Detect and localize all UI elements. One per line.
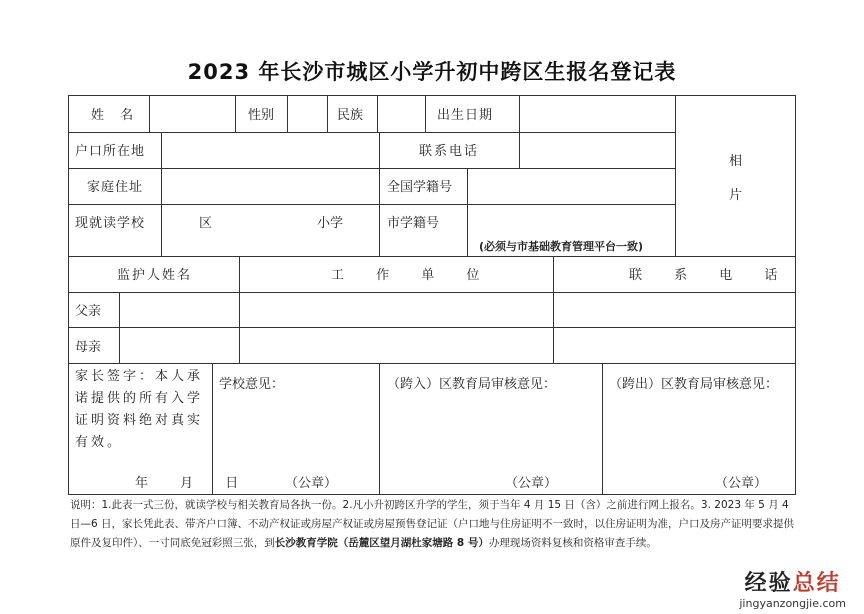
father-work-field[interactable] xyxy=(240,293,552,326)
in-district-seal: （公章） xyxy=(505,476,558,491)
registration-form-table xyxy=(68,95,796,495)
out-district-opinion-label: （跨出）区教育局审核意见： xyxy=(609,377,779,392)
gender-label: 性别 xyxy=(248,108,275,123)
address-label: 家庭住址 xyxy=(87,180,144,195)
city-id-label: 市学籍号 xyxy=(387,216,440,231)
birth-date-label: 出生日期 xyxy=(437,108,494,123)
mother-label: 母亲 xyxy=(75,340,102,355)
district-label: 区 xyxy=(199,216,213,231)
birth-date-field[interactable] xyxy=(520,97,674,131)
in-district-opinion-label: （跨入）区教育局审核意见： xyxy=(387,377,557,392)
national-id-label: 全国学籍号 xyxy=(387,180,453,195)
ethnicity-field[interactable] xyxy=(378,97,424,131)
mother-work-field[interactable] xyxy=(240,328,552,362)
national-id-field[interactable] xyxy=(468,169,674,203)
father-phone-field[interactable] xyxy=(554,293,794,326)
father-name-field[interactable] xyxy=(120,293,238,326)
watermark-text-red: 总结 xyxy=(792,571,841,596)
out-district-seal: （公章） xyxy=(715,476,768,491)
notes-text-1: 说明：1.此表一式三份，就读学校与相关教育局各执一份。2.凡小升初跨区升学的学生，须于当年 4 月 15 日（含）之前进行网上报名。3. 2023 年 5 月 4 日—6 日，家长凭此表、带齐户口簿、不动产权证或房屋产权证或房屋预售登记证（户口地与住房证明不一致时，以住房证明为准，户口及房产证明要求提供原件及复印件）、一寸同底免冠彩照三张，到 xyxy=(70,499,795,549)
current-school-label: 现就读学校 xyxy=(75,216,146,231)
school-seal: （公章） xyxy=(285,476,338,491)
photo-label-2: 片 xyxy=(729,188,743,203)
photo-box[interactable] xyxy=(676,97,794,255)
parent-signature-statement: 家长签字：本人承诺提供的所有入学证明资料绝对真实有效。 xyxy=(75,369,204,450)
notes-location: 长沙教育学院（岳麓区望月湖杜家塘路 8 号） xyxy=(274,537,489,549)
work-unit-header: 工 作 单 位 xyxy=(331,268,494,283)
name-label: 姓 名 xyxy=(91,108,140,123)
notes-text-2: 办理现场资料复核和资格审查手续。 xyxy=(488,537,657,549)
mother-name-field[interactable] xyxy=(120,328,238,362)
phone-field[interactable] xyxy=(520,133,674,167)
phone-label: 联系电话 xyxy=(419,144,480,159)
school-opinion-label: 学校意见： xyxy=(219,377,285,392)
photo-label-1: 相 xyxy=(729,154,743,169)
name-field[interactable] xyxy=(150,97,234,131)
watermark-text-black: 经验 xyxy=(744,571,793,596)
mother-phone-field[interactable] xyxy=(554,328,794,362)
parent-signature-area[interactable] xyxy=(70,364,211,493)
ethnicity-label: 民族 xyxy=(337,108,364,123)
household-label: 户口所在地 xyxy=(75,144,146,159)
instructions-note xyxy=(70,496,796,553)
school-opinion-area[interactable] xyxy=(213,392,378,467)
city-id-note: (必须与市基础教育管理平台一致) xyxy=(479,240,644,253)
signature-date: 年 月 日 xyxy=(135,476,253,491)
guardian-name-header: 监护人姓名 xyxy=(117,268,193,283)
household-field[interactable] xyxy=(162,133,378,167)
in-district-opinion-area[interactable] xyxy=(380,392,601,467)
address-field[interactable] xyxy=(162,169,378,203)
out-district-opinion-area[interactable] xyxy=(603,392,794,467)
gender-field[interactable] xyxy=(288,97,326,131)
primary-label: 小学 xyxy=(317,216,344,231)
form-title: 2023 年长沙市城区小学升初中跨区生报名登记表 xyxy=(187,60,677,84)
father-label: 父亲 xyxy=(75,304,102,319)
city-id-field[interactable] xyxy=(468,205,674,235)
watermark xyxy=(739,566,846,610)
watermark-url: jingyanzongjie.com xyxy=(739,597,846,610)
contact-phone-header: 联 系 电 话 xyxy=(629,268,792,283)
